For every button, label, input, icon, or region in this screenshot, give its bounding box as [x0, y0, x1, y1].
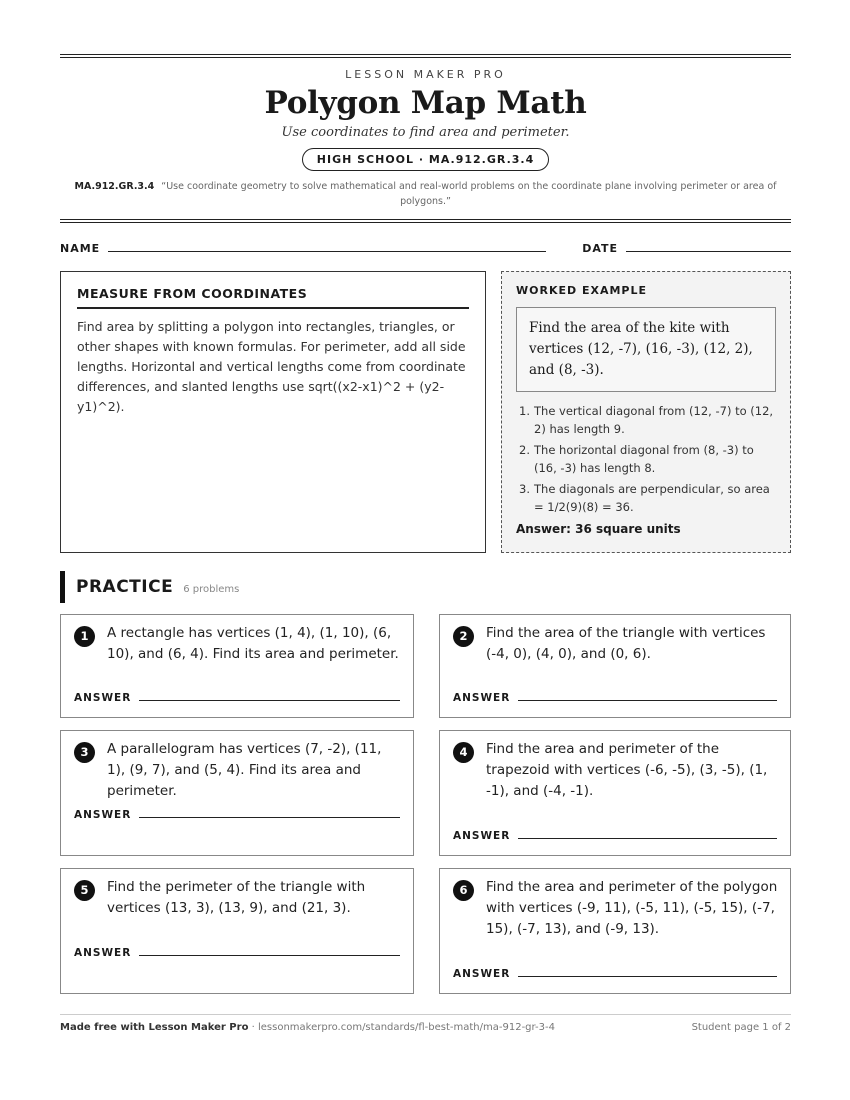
practice-count: 6 problems [183, 583, 240, 595]
answer-label: ANSWER [74, 809, 132, 821]
answer-label: ANSWER [453, 692, 511, 704]
problem-text: A parallelogram has vertices (7, -2), (11, 1), (9, 7), and (5, 4). Find its area and perimeter. [107, 741, 382, 799]
problem-card-4 [439, 730, 791, 856]
answer-field[interactable] [139, 955, 400, 956]
answer-label: ANSWER [74, 947, 132, 959]
example-step: 3. The diagonals are perpendicular, so area = 1/2(9)(8) = 36. [519, 482, 770, 514]
answer-field[interactable] [518, 976, 777, 977]
brand-name: LESSON MAKER PRO [345, 68, 506, 81]
worked-example-problem: Find the area of the kite with vertices (12, -7), (16, -3), (12, 2), and (8, -3). [516, 307, 776, 392]
answer-label: ANSWER [453, 968, 511, 980]
answer-field[interactable] [139, 700, 400, 701]
name-label: NAME [60, 242, 101, 255]
top-divider [60, 54, 791, 58]
problem-number-badge: 3 [74, 742, 95, 763]
standard-description [60, 179, 791, 209]
problem-number-badge: 1 [74, 626, 95, 647]
problem-number-badge: 2 [453, 626, 474, 647]
footer-made-with: Made free with Lesson Maker Pro [60, 1022, 249, 1033]
standard-code: MA.912.GR.3.4 [74, 181, 155, 192]
page-footer [60, 1014, 791, 1033]
problem-card-3 [60, 730, 414, 856]
problem-text: Find the area of the triangle with vertices (-4, 0), (4, 0), and (0, 6). [486, 625, 766, 662]
example-step: 1. The vertical diagonal from (12, -7) to (12, 2) has length 9. [519, 404, 774, 436]
name-field[interactable] [108, 251, 546, 252]
worked-example-steps [516, 402, 776, 516]
page-subtitle: Use coordinates to find area and perimeter. [281, 125, 570, 140]
problem-card-6 [439, 868, 791, 994]
grade-standard-badge: HIGH SCHOOL · MA.912.GR.3.4 [302, 148, 549, 171]
problem-number-badge: 5 [74, 880, 95, 901]
page-title: Polygon Map Math [264, 85, 587, 121]
concept-body: Find area by splitting a polygon into rectangles, triangles, or other shapes with known formulas. For perimeter, add all side lengths. Horizontal and vertical lengths come from coordinate differences, and slanted lengths use sqrt((x2-x1)^2 + (y2-y1)^2). [77, 319, 466, 414]
worked-example-answer: Answer: 36 square units [516, 522, 681, 536]
problem-text: A rectangle has vertices (1, 4), (1, 10), (6, 10), and (6, 4). Find its area and perimeter. [107, 625, 399, 662]
practice-title: PRACTICE [76, 577, 174, 597]
problem-text: Find the perimeter of the triangle with vertices (13, 3), (13, 9), and (21, 3). [107, 879, 366, 916]
problem-text: Find the area and perimeter of the polygon with vertices (-9, 11), (-5, 11), (-5, 15), (-7, 15), (-7, 13), and (-9, 13). [486, 879, 778, 937]
answer-field[interactable] [518, 838, 777, 839]
practice-accent-bar [60, 571, 65, 603]
problem-text: Find the area and perimeter of the trapezoid with vertices (-6, -5), (3, -5), (1, -1), and (-4, -1). [486, 741, 768, 799]
header-divider [60, 219, 791, 223]
problem-card-5 [60, 868, 414, 994]
name-date-row [60, 239, 791, 255]
worked-example-box [501, 271, 791, 553]
problem-number-badge: 4 [453, 742, 474, 763]
standard-text: “Use coordinate geometry to solve mathematical and real-world problems on the coordinate plane involving perimeter or area of polygons.” [161, 181, 777, 207]
concept-box [60, 271, 486, 553]
practice-header [60, 571, 791, 603]
worksheet-page [60, 54, 791, 603]
problem-card-1 [60, 614, 414, 718]
example-step: 2. The horizontal diagonal from (8, -3) to (16, -3) has length 8. [519, 443, 754, 475]
footer-page-number: Student page 1 of 2 [691, 1022, 791, 1033]
problem-number-badge: 6 [453, 880, 474, 901]
answer-field[interactable] [518, 700, 777, 701]
answer-label: ANSWER [74, 692, 132, 704]
worked-example-label: WORKED EXAMPLE [516, 284, 647, 297]
footer-url[interactable]: · lessonmakerpro.com/standards/fl-best-math/ma-912-gr-3-4 [248, 1022, 555, 1033]
answer-field[interactable] [139, 817, 400, 818]
date-label: DATE [582, 242, 618, 255]
date-field[interactable] [626, 251, 791, 252]
problem-card-2 [439, 614, 791, 718]
concept-title: MEASURE FROM COORDINATES [77, 286, 469, 309]
answer-label: ANSWER [453, 830, 511, 842]
